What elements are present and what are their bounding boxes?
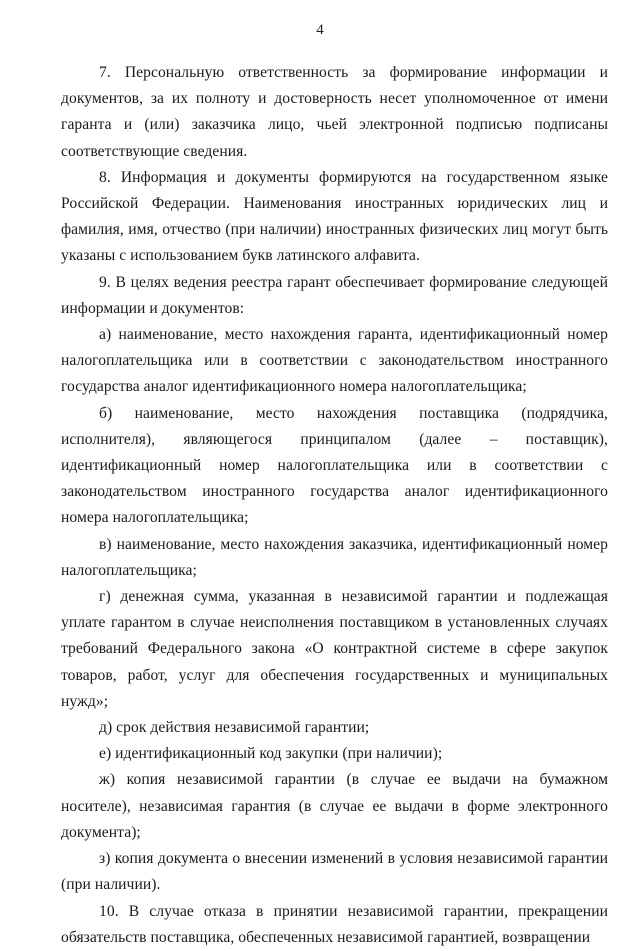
item-zh: ж) копия независимой гарантии (в случае ее выдачи на бумажном носителе), независимая гарантия (в случае ее выдачи в форме электронного документа); xyxy=(61,771,608,841)
item-b: б) наименование, место нахождения поставщика (подрядчика, исполнителя), являющегося принципалом (далее – поставщик), идентификационный номер налогоплательщика или в соответствии с законодательством иностранного государства аналог идентификационного номера налогоплательщика; xyxy=(61,404,608,527)
item-g: г) денежная сумма, указанная в независимой гарантии и подлежащая уплате гарантом в случае неисполнения поставщиком в установленных случаях требований Федерального закона «О контрактной системе в сфере закупок товаров, работ, услуг для обеспечения государственных и муниципальных нужд»; xyxy=(61,588,608,710)
paragraph-8: 8. Информация и документы формируются на государственном языке Российской Федерации. Наименования иностранных юридических лиц и фамилия, имя, отчество (при наличии) иностранных физических лиц могут быть указаны с использованием букв латинского алфавита. xyxy=(61,168,608,265)
item-v: в) наименование, место нахождения заказчика, идентификационный номер налогоплательщика; xyxy=(61,535,608,579)
item-z: з) копия документа о внесении изменений в условия независимой гарантии (при наличии). xyxy=(61,850,608,894)
item-e: е) идентификационный код закупки (при наличии); xyxy=(99,745,443,763)
document-body xyxy=(61,60,608,951)
paragraph-7: 7. Персональную ответственность за формирование информации и документов, за их полноту и достоверность несет уполномоченное от имени гаранта и (или) заказчика лицо, чьей электронной подписью подписаны соответствующие сведения. xyxy=(61,64,608,160)
item-d: д) срок действия независимой гарантии; xyxy=(99,719,370,737)
paragraph-10: 10. В случае отказа в принятии независимой гарантии, прекращении обязательств поставщика, обеспеченных независимой гарантией, возвращении xyxy=(61,902,608,946)
item-a: а) наименование, место нахождения гаранта, идентификационный номер налогоплательщика или в соответствии с законодательством иностранного государства аналог идентификационного номера налогоплательщика; xyxy=(61,326,608,396)
page-number: 4 xyxy=(316,22,324,38)
paragraph-9: 9. В целях ведения реестра гарант обеспечивает формирование следующей информации и документов: xyxy=(61,273,608,317)
